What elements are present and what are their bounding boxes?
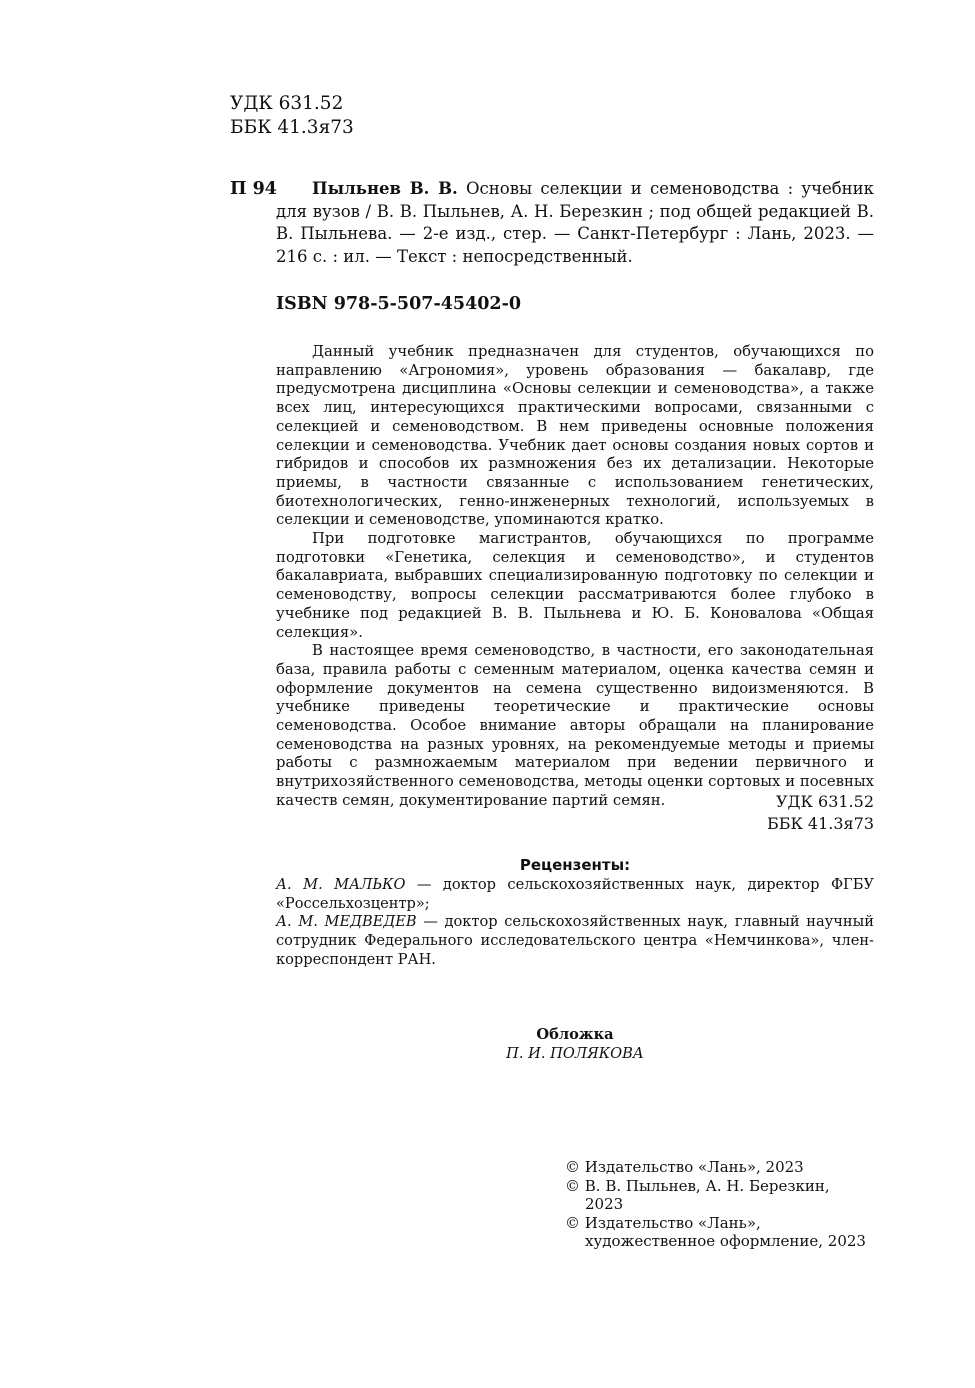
- copyright-line: © Издательство «Лань», 2023: [565, 1158, 804, 1176]
- reviewers-section: [276, 856, 874, 970]
- cover-credit: [276, 1025, 874, 1063]
- reviewer-name: А. М. МЕДВЕДЕВ: [276, 913, 417, 931]
- bottom-classification-codes: [700, 791, 874, 835]
- copyright-line-continuation: 2023: [585, 1195, 624, 1213]
- catalog-entry-code: П 94: [230, 179, 277, 199]
- udk-code: УДК 631.52: [775, 792, 874, 811]
- bbk-code: ББК 41.3я73: [766, 814, 874, 833]
- copyright-line-continuation: художественное оформление, 2023: [585, 1232, 866, 1250]
- catalog-entry: [276, 178, 874, 268]
- copyright-line: © В. В. Пыльнев, А. Н. Березкин,: [565, 1176, 830, 1195]
- entry-line: В. В. Пыльнева. — 2-е изд., стер. — Санкт-Петербург : Лань,: [276, 201, 874, 244]
- annotation: [276, 343, 874, 811]
- reviewer-name: А. М. МАЛЬКО: [276, 875, 406, 893]
- entry-author: Пыльнев В. В.: [312, 179, 458, 198]
- annotation-paragraph: Данный учебник предназначен для студентов, обучающихся по направлению «Агрономия», уровень образования — бакалавр, где предусмотрена дисциплина «Основы селекции и семеноводства», а также всех лиц, интересующихся практическими вопросами, связанными с селекцией и семеноводством. В нем приведены основные положения селекции и семеноводства. Учебник дает основы создания новых сортов и гибридов и способов их размножения без их детализации. Некоторые приемы, в частности связанные с использованием генетических, биотехнологических, генно-инженерных технологий, используемых в селекции и семеноводстве, упоминаются кратко.: [276, 343, 874, 529]
- reviewer-entry: [276, 913, 874, 969]
- udk-code: УДК 631.52: [230, 93, 344, 114]
- copyright-line: © Издательство «Лань»,: [565, 1213, 761, 1232]
- reviewer-description: — доктор сельскохозяйственных наук, главный научный сотрудник Федерального исследовательского центра «Немчинкова», член-корреспондент РАН.: [276, 913, 874, 968]
- entry-line: 2023. — 216 с. : ил. — Текст : непосредственный.: [276, 224, 875, 266]
- copyright-block: [565, 1158, 875, 1251]
- cover-artist: П. И. ПОЛЯКОВА: [506, 1045, 644, 1062]
- reviewers-heading: Рецензенты:: [519, 856, 631, 874]
- reviewer-entry: [276, 876, 874, 914]
- entry-line: Основы селекции и семеноводства : учебник для: [276, 179, 874, 221]
- reviewer-description: — доктор сельскохозяйственных наук, директор ФГБУ «Россельхозцентр»;: [276, 875, 874, 912]
- top-classification-codes: [230, 92, 354, 140]
- annotation-paragraph: При подготовке магистрантов, обучающихся по программе подготовки «Генетика, селекция и семеноводство», и студентов бакалавриата, выбравших специализированную подготовку по селекции и семеноводству, вопросы селекции рассматриваются более глубоко в учебнике под редакцией В. В. Пыльнева и Ю. Б. Коновалова «Общая селекция».: [276, 530, 874, 641]
- annotation-paragraph: В настоящее время семеноводство, в частности, его законодательная база, правила работы с семенным материалом, оценка качества семян и оформление документов на семена существенно видоизменяются. В учебнике приведены теоретические и практические основы семеноводства. Особое внимание авторы обращали на планирование семеноводства на разных уровнях, на рекомендуемые методы и приемы работы с размножаемым материалом при ведении первичного и внутрихозяйственного семеноводства, методы оценки сортовых и посевных качеств семян, документирование партий семян.: [276, 642, 874, 809]
- entry-line: вузов / В. В. Пыльнев, А. Н. Березкин ; под общей редакцией: [312, 201, 851, 221]
- bbk-code: ББК 41.3я73: [230, 117, 354, 138]
- cover-label: Обложка: [536, 1026, 614, 1043]
- isbn: ISBN 978-5-507-45402-0: [276, 294, 522, 314]
